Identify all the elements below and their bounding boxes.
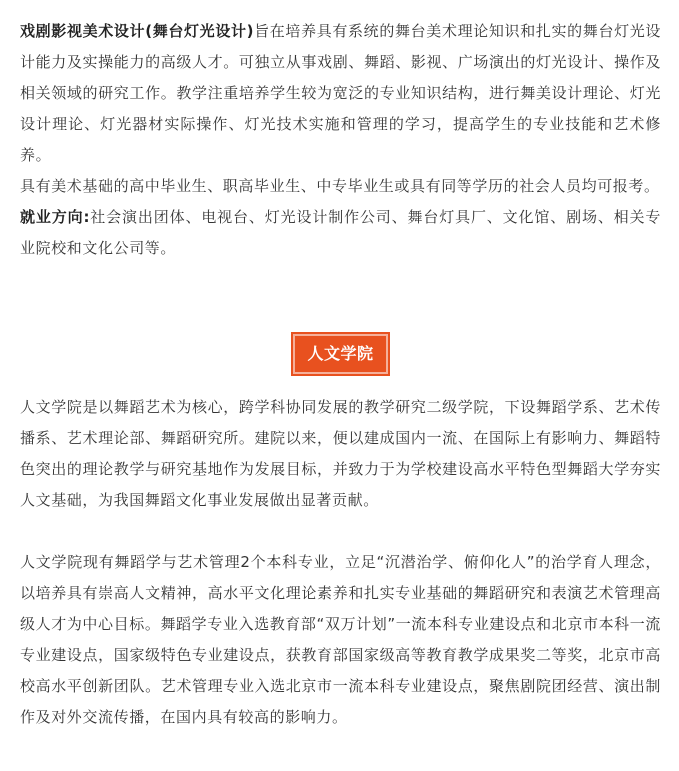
humanities-paragraph-1: 人文学院是以舞蹈艺术为核心，跨学科协同发展的教学研究二级学院，下设舞蹈学系、艺术传播系、艺术理论部、舞蹈研究所。建院以来，便以建成国内一流、在国际上有影响力、舞蹈特色突出的理论教学与研究基地作为发展目标，并致力于为学校建设高水平特色型舞蹈大学夯实人文基础，为我国舞蹈文化事业发展做出显著贡献。 bbox=[20, 398, 661, 509]
section-spacer bbox=[20, 264, 661, 326]
employment-label: 就业方向: bbox=[20, 208, 91, 226]
major-intro-text: 旨在培养具有系统的舞台美术理论知识和扎实的舞台灯光设计能力及实操能力的高级人才。可独立从事戏剧、舞蹈、影视、广场演出的灯光设计、操作及相关领域的研究工作。教学注重培养学生较为宽泛的专业知识结构，进行舞美设计理论、灯光设计理论、灯光器材实际操作、灯光技术实施和管理的学习，提高学生的专业技能和艺术修养。 bbox=[20, 22, 661, 164]
title-spacer bbox=[20, 374, 661, 392]
stage-lighting-intro bbox=[20, 16, 661, 171]
major-heading: 戏剧影视美术设计(舞台灯光设计) bbox=[20, 22, 255, 40]
humanities-paragraph-2: 人文学院现有舞蹈学与艺术管理2个本科专业，立足“沉潜治学、俯仰化人”的治学育人理念，以培养具有崇高人文精神，高水平文化理论素养和扎实专业基础的舞蹈研究和表演艺术管理高级人才为中心目标。舞蹈学专业入选教育部“双万计划”一流本科专业建设点和北京市本科一流专业建设点，国家级特色专业建设点，获教育部国家级高等教育教学成果奖二等奖，北京市高校高水平创新团队。艺术管理专业入选北京市一流本科专业建设点，聚焦剧院团经营、演出制作及对外交流传播，在国内具有较高的影响力。 bbox=[20, 553, 661, 726]
section-title-wrap bbox=[20, 334, 661, 374]
section-title-badge: 人文学院 bbox=[293, 334, 387, 374]
employment-paragraph bbox=[20, 202, 661, 264]
employment-text: 社会演出团体、电视台、灯光设计制作公司、舞台灯具厂、文化馆、剧场、相关专业院校和文化公司等。 bbox=[20, 208, 662, 257]
paragraph-spacer bbox=[20, 516, 661, 547]
eligibility-text: 具有美术基础的高中毕业生、职高毕业生、中专毕业生或具有同等学历的社会人员均可报考。 bbox=[20, 177, 660, 195]
